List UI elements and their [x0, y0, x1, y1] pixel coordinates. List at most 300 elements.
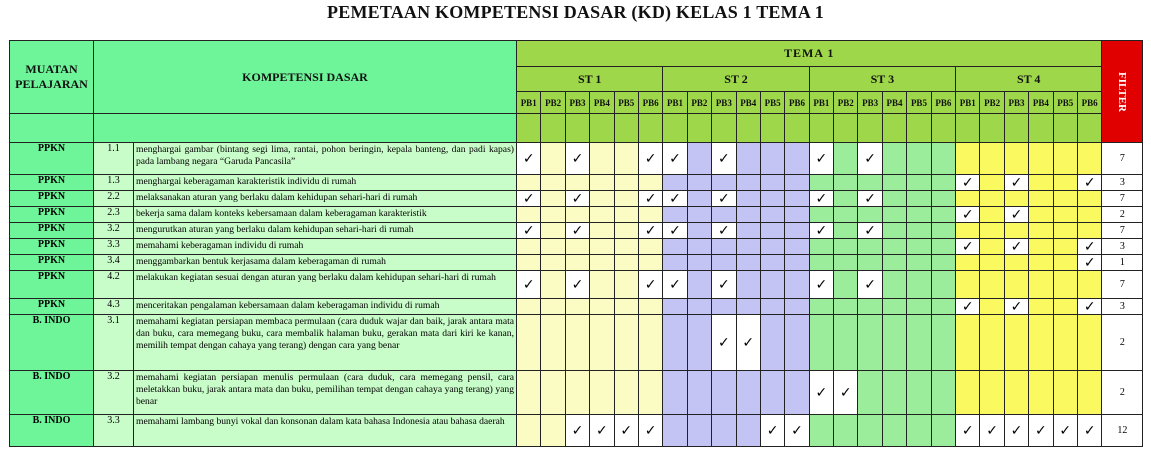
- empty-pb-cell[interactable]: [663, 415, 687, 447]
- empty-pb-cell[interactable]: [809, 315, 833, 371]
- empty-pb-cell[interactable]: [663, 315, 687, 371]
- empty-pb-cell[interactable]: [736, 223, 760, 239]
- empty-pb-cell[interactable]: [956, 255, 980, 271]
- empty-pb-cell[interactable]: [956, 223, 980, 239]
- empty-pb-cell[interactable]: [614, 207, 638, 223]
- empty-pb-cell[interactable]: [907, 191, 931, 207]
- empty-pb-cell[interactable]: [834, 207, 858, 223]
- pb-header: PB1: [517, 92, 541, 114]
- empty-pb-cell[interactable]: [517, 315, 541, 371]
- empty-pb-cell[interactable]: [931, 175, 955, 191]
- check-mark[interactable]: ✓: [858, 191, 882, 207]
- empty-pb-cell[interactable]: [785, 191, 809, 207]
- check-mark[interactable]: ✓: [809, 191, 833, 207]
- empty-pb-cell[interactable]: [882, 239, 906, 255]
- empty-pb-cell[interactable]: [1029, 191, 1053, 207]
- empty-pb-cell[interactable]: [980, 255, 1004, 271]
- check-mark[interactable]: ✓: [809, 143, 833, 175]
- empty-pb-cell[interactable]: [565, 315, 589, 371]
- empty-pb-cell[interactable]: [980, 371, 1004, 415]
- empty-pb-cell[interactable]: [638, 255, 662, 271]
- check-mark[interactable]: ✓: [1004, 175, 1028, 191]
- empty-pb-cell[interactable]: [760, 223, 784, 239]
- empty-pb-cell[interactable]: [590, 239, 614, 255]
- blank-lime-cell: [1004, 114, 1028, 143]
- check-mark[interactable]: ✓: [809, 223, 833, 239]
- check-mark[interactable]: ✓: [858, 271, 882, 299]
- empty-pb-cell[interactable]: [1029, 255, 1053, 271]
- check-mark[interactable]: ✓: [1077, 415, 1101, 447]
- empty-pb-cell[interactable]: [736, 207, 760, 223]
- empty-pb-cell[interactable]: [1077, 371, 1101, 415]
- empty-pb-cell[interactable]: [785, 239, 809, 255]
- empty-pb-cell[interactable]: [736, 143, 760, 175]
- check-mark[interactable]: ✓: [712, 143, 736, 175]
- empty-pb-cell[interactable]: [712, 239, 736, 255]
- empty-pb-cell[interactable]: [980, 299, 1004, 315]
- kd-number-cell: 1.1: [94, 143, 134, 175]
- empty-pb-cell[interactable]: [858, 315, 882, 371]
- check-mark[interactable]: ✓: [760, 415, 784, 447]
- check-mark[interactable]: ✓: [956, 239, 980, 255]
- empty-pb-cell[interactable]: [956, 271, 980, 299]
- empty-pb-cell[interactable]: [809, 175, 833, 191]
- empty-pb-cell[interactable]: [931, 207, 955, 223]
- check-mark[interactable]: ✓: [956, 207, 980, 223]
- empty-pb-cell[interactable]: [882, 223, 906, 239]
- empty-pb-cell[interactable]: [565, 299, 589, 315]
- empty-pb-cell[interactable]: [882, 371, 906, 415]
- empty-pb-cell[interactable]: [882, 175, 906, 191]
- check-mark[interactable]: ✓: [638, 415, 662, 447]
- check-mark[interactable]: ✓: [1004, 299, 1028, 315]
- empty-pb-cell[interactable]: [760, 371, 784, 415]
- empty-pb-cell[interactable]: [931, 299, 955, 315]
- empty-pb-cell[interactable]: [541, 223, 565, 239]
- subject-cell: B. INDO: [10, 371, 94, 415]
- empty-pb-cell[interactable]: [858, 415, 882, 447]
- empty-pb-cell[interactable]: [541, 255, 565, 271]
- empty-pb-cell[interactable]: [858, 255, 882, 271]
- check-mark[interactable]: ✓: [517, 223, 541, 239]
- empty-pb-cell[interactable]: [638, 175, 662, 191]
- empty-pb-cell[interactable]: [931, 271, 955, 299]
- check-mark[interactable]: ✓: [956, 175, 980, 191]
- empty-pb-cell[interactable]: [760, 143, 784, 175]
- empty-pb-cell[interactable]: [736, 255, 760, 271]
- empty-pb-cell[interactable]: [907, 207, 931, 223]
- empty-pb-cell[interactable]: [614, 191, 638, 207]
- empty-pb-cell[interactable]: [687, 175, 711, 191]
- empty-pb-cell[interactable]: [1077, 271, 1101, 299]
- empty-pb-cell[interactable]: [541, 315, 565, 371]
- blank-lime-cell: [663, 114, 687, 143]
- empty-pb-cell[interactable]: [614, 371, 638, 415]
- empty-pb-cell[interactable]: [1004, 143, 1028, 175]
- check-mark[interactable]: ✓: [663, 271, 687, 299]
- empty-pb-cell[interactable]: [1029, 175, 1053, 191]
- empty-pb-cell[interactable]: [614, 299, 638, 315]
- empty-pb-cell[interactable]: [1029, 315, 1053, 371]
- empty-pb-cell[interactable]: [517, 175, 541, 191]
- kd-description-cell: menghargai gambar (bintang segi lima, rantai, pohon beringin, kepala banteng, dan padi kapas) pada lambang negara “Garuda Pancasila”: [134, 143, 517, 175]
- empty-pb-cell[interactable]: [907, 299, 931, 315]
- empty-pb-cell[interactable]: [980, 239, 1004, 255]
- empty-pb-cell[interactable]: [760, 271, 784, 299]
- empty-pb-cell[interactable]: [1029, 223, 1053, 239]
- empty-pb-cell[interactable]: [614, 239, 638, 255]
- empty-pb-cell[interactable]: [1004, 191, 1028, 207]
- empty-pb-cell[interactable]: [687, 415, 711, 447]
- empty-pb-cell[interactable]: [541, 299, 565, 315]
- empty-pb-cell[interactable]: [980, 175, 1004, 191]
- kd-description-cell: memahami kegiatan persiapan membaca permulaan (cara duduk wajar dan baik, jarak antara mata dan buku, cara memegang buku, cara membalik halaman buku, gerakan mata dari kiri ke kanan, memilih tempat dengan cahaya yang terang) dengan cara yang benar: [134, 315, 517, 371]
- empty-pb-cell[interactable]: [760, 315, 784, 371]
- check-mark[interactable]: ✓: [1077, 299, 1101, 315]
- empty-pb-cell[interactable]: [907, 371, 931, 415]
- empty-pb-cell[interactable]: [760, 255, 784, 271]
- empty-pb-cell[interactable]: [687, 299, 711, 315]
- check-mark[interactable]: ✓: [638, 271, 662, 299]
- empty-pb-cell[interactable]: [907, 223, 931, 239]
- empty-pb-cell[interactable]: [736, 299, 760, 315]
- empty-pb-cell[interactable]: [809, 415, 833, 447]
- empty-pb-cell[interactable]: [785, 143, 809, 175]
- empty-pb-cell[interactable]: [614, 223, 638, 239]
- empty-pb-cell[interactable]: [541, 415, 565, 447]
- empty-pb-cell[interactable]: [785, 315, 809, 371]
- empty-pb-cell[interactable]: [638, 207, 662, 223]
- empty-pb-cell[interactable]: [541, 371, 565, 415]
- empty-pb-cell[interactable]: [858, 175, 882, 191]
- empty-pb-cell[interactable]: [590, 299, 614, 315]
- empty-pb-cell[interactable]: [687, 271, 711, 299]
- check-mark[interactable]: ✓: [712, 271, 736, 299]
- empty-pb-cell[interactable]: [590, 223, 614, 239]
- check-mark[interactable]: ✓: [1077, 255, 1101, 271]
- empty-pb-cell[interactable]: [834, 415, 858, 447]
- empty-pb-cell[interactable]: [517, 239, 541, 255]
- check-mark[interactable]: ✓: [517, 143, 541, 175]
- empty-pb-cell[interactable]: [1029, 239, 1053, 255]
- empty-pb-cell[interactable]: [809, 299, 833, 315]
- empty-pb-cell[interactable]: [565, 371, 589, 415]
- empty-pb-cell[interactable]: [614, 271, 638, 299]
- empty-pb-cell[interactable]: [663, 175, 687, 191]
- check-mark[interactable]: ✓: [638, 223, 662, 239]
- check-mark[interactable]: ✓: [663, 223, 687, 239]
- empty-pb-cell[interactable]: [541, 191, 565, 207]
- empty-pb-cell[interactable]: [1077, 223, 1101, 239]
- empty-pb-cell[interactable]: [663, 255, 687, 271]
- empty-pb-cell[interactable]: [858, 239, 882, 255]
- empty-pb-cell[interactable]: [638, 315, 662, 371]
- empty-pb-cell[interactable]: [687, 239, 711, 255]
- check-mark[interactable]: ✓: [565, 271, 589, 299]
- empty-pb-cell[interactable]: [1077, 143, 1101, 175]
- empty-pb-cell[interactable]: [785, 223, 809, 239]
- check-mark[interactable]: ✓: [1077, 239, 1101, 255]
- empty-pb-cell[interactable]: [687, 223, 711, 239]
- check-mark[interactable]: ✓: [1053, 415, 1077, 447]
- check-mark[interactable]: ✓: [663, 191, 687, 207]
- empty-pb-cell[interactable]: [907, 143, 931, 175]
- empty-pb-cell[interactable]: [517, 371, 541, 415]
- empty-pb-cell[interactable]: [1053, 371, 1077, 415]
- check-mark[interactable]: ✓: [956, 415, 980, 447]
- empty-pb-cell[interactable]: [931, 143, 955, 175]
- empty-pb-cell[interactable]: [882, 207, 906, 223]
- empty-pb-cell[interactable]: [638, 239, 662, 255]
- empty-pb-cell[interactable]: [541, 207, 565, 223]
- empty-pb-cell[interactable]: [834, 191, 858, 207]
- check-mark[interactable]: ✓: [858, 223, 882, 239]
- empty-pb-cell[interactable]: [736, 239, 760, 255]
- empty-pb-cell[interactable]: [785, 371, 809, 415]
- empty-pb-cell[interactable]: [785, 299, 809, 315]
- empty-pb-cell[interactable]: [1029, 143, 1053, 175]
- empty-pb-cell[interactable]: [590, 175, 614, 191]
- empty-pb-cell[interactable]: [1029, 271, 1053, 299]
- filter-header[interactable]: [1102, 41, 1143, 143]
- empty-pb-cell[interactable]: [663, 299, 687, 315]
- empty-pb-cell[interactable]: [931, 223, 955, 239]
- check-mark[interactable]: ✓: [712, 191, 736, 207]
- empty-pb-cell[interactable]: [931, 255, 955, 271]
- empty-pb-cell[interactable]: [980, 223, 1004, 239]
- empty-pb-cell[interactable]: [931, 371, 955, 415]
- empty-pb-cell[interactable]: [590, 315, 614, 371]
- empty-pb-cell[interactable]: [956, 315, 980, 371]
- check-mark[interactable]: ✓: [1029, 415, 1053, 447]
- check-mark[interactable]: ✓: [638, 191, 662, 207]
- empty-pb-cell[interactable]: [663, 207, 687, 223]
- empty-pb-cell[interactable]: [663, 371, 687, 415]
- check-mark[interactable]: ✓: [565, 191, 589, 207]
- empty-pb-cell[interactable]: [834, 175, 858, 191]
- empty-pb-cell[interactable]: [1053, 239, 1077, 255]
- check-mark[interactable]: ✓: [663, 143, 687, 175]
- empty-pb-cell[interactable]: [712, 175, 736, 191]
- check-mark[interactable]: ✓: [809, 271, 833, 299]
- empty-pb-cell[interactable]: [858, 207, 882, 223]
- empty-pb-cell[interactable]: [1004, 271, 1028, 299]
- check-mark[interactable]: ✓: [712, 315, 736, 371]
- empty-pb-cell[interactable]: [1053, 255, 1077, 271]
- empty-pb-cell[interactable]: [1053, 207, 1077, 223]
- empty-pb-cell[interactable]: [931, 239, 955, 255]
- check-mark[interactable]: ✓: [565, 223, 589, 239]
- empty-pb-cell[interactable]: [565, 255, 589, 271]
- empty-pb-cell[interactable]: [834, 315, 858, 371]
- check-mark[interactable]: ✓: [736, 315, 760, 371]
- empty-pb-cell[interactable]: [1004, 255, 1028, 271]
- empty-pb-cell[interactable]: [687, 191, 711, 207]
- empty-pb-cell[interactable]: [517, 255, 541, 271]
- empty-pb-cell[interactable]: [882, 191, 906, 207]
- empty-pb-cell[interactable]: [590, 207, 614, 223]
- empty-pb-cell[interactable]: [736, 175, 760, 191]
- empty-pb-cell[interactable]: [614, 315, 638, 371]
- empty-pb-cell[interactable]: [882, 315, 906, 371]
- empty-pb-cell[interactable]: [517, 299, 541, 315]
- empty-pb-cell[interactable]: [1053, 315, 1077, 371]
- kd-description-cell: memahami lambang bunyi vokal dan konsonan dalam kata bahasa Indonesia atau bahasa daerah: [134, 415, 517, 447]
- empty-pb-cell[interactable]: [590, 271, 614, 299]
- empty-pb-cell[interactable]: [712, 255, 736, 271]
- check-mark[interactable]: ✓: [565, 143, 589, 175]
- empty-pb-cell[interactable]: [1004, 315, 1028, 371]
- blank-lime-cell: [614, 114, 638, 143]
- empty-pb-cell[interactable]: [712, 207, 736, 223]
- empty-pb-cell[interactable]: [1053, 191, 1077, 207]
- empty-pb-cell[interactable]: [907, 175, 931, 191]
- empty-pb-cell[interactable]: [858, 371, 882, 415]
- empty-pb-cell[interactable]: [834, 223, 858, 239]
- empty-pb-cell[interactable]: [687, 207, 711, 223]
- empty-pb-cell[interactable]: [736, 191, 760, 207]
- subject-cell: PPKN: [10, 143, 94, 175]
- empty-pb-cell[interactable]: [1077, 191, 1101, 207]
- empty-pb-cell[interactable]: [760, 175, 784, 191]
- empty-pb-cell[interactable]: [882, 143, 906, 175]
- empty-pb-cell[interactable]: [517, 415, 541, 447]
- empty-pb-cell[interactable]: [882, 255, 906, 271]
- empty-pb-cell[interactable]: [956, 191, 980, 207]
- check-mark[interactable]: ✓: [517, 191, 541, 207]
- empty-pb-cell[interactable]: [980, 143, 1004, 175]
- check-mark[interactable]: ✓: [1004, 415, 1028, 447]
- empty-pb-cell[interactable]: [760, 207, 784, 223]
- empty-pb-cell[interactable]: [882, 271, 906, 299]
- empty-pb-cell[interactable]: [736, 415, 760, 447]
- check-mark[interactable]: ✓: [517, 271, 541, 299]
- empty-pb-cell[interactable]: [809, 207, 833, 223]
- check-mark[interactable]: ✓: [980, 415, 1004, 447]
- empty-pb-cell[interactable]: [907, 271, 931, 299]
- empty-pb-cell[interactable]: [736, 271, 760, 299]
- empty-pb-cell[interactable]: [882, 415, 906, 447]
- empty-pb-cell[interactable]: [687, 255, 711, 271]
- empty-pb-cell[interactable]: [1004, 223, 1028, 239]
- check-mark[interactable]: ✓: [956, 299, 980, 315]
- empty-pb-cell[interactable]: [907, 315, 931, 371]
- empty-pb-cell[interactable]: [931, 191, 955, 207]
- empty-pb-cell[interactable]: [760, 191, 784, 207]
- empty-pb-cell[interactable]: [638, 299, 662, 315]
- empty-pb-cell[interactable]: [541, 239, 565, 255]
- empty-pb-cell[interactable]: [1053, 223, 1077, 239]
- check-mark[interactable]: ✓: [785, 415, 809, 447]
- empty-pb-cell[interactable]: [834, 255, 858, 271]
- empty-pb-cell[interactable]: [638, 371, 662, 415]
- empty-pb-cell[interactable]: [1053, 271, 1077, 299]
- empty-pb-cell[interactable]: [1053, 175, 1077, 191]
- empty-pb-cell[interactable]: [834, 299, 858, 315]
- empty-pb-cell[interactable]: [907, 415, 931, 447]
- kd-description-cell: menghargai keberagaman karakteristik individu di rumah: [134, 175, 517, 191]
- empty-pb-cell[interactable]: [907, 239, 931, 255]
- check-mark[interactable]: ✓: [1077, 175, 1101, 191]
- empty-pb-cell[interactable]: [980, 191, 1004, 207]
- empty-pb-cell[interactable]: [834, 143, 858, 175]
- empty-pb-cell[interactable]: [834, 271, 858, 299]
- empty-pb-cell[interactable]: [882, 299, 906, 315]
- empty-pb-cell[interactable]: [931, 315, 955, 371]
- check-mark[interactable]: ✓: [834, 371, 858, 415]
- empty-pb-cell[interactable]: [614, 143, 638, 175]
- empty-pb-cell[interactable]: [712, 299, 736, 315]
- empty-pb-cell[interactable]: [541, 271, 565, 299]
- empty-pb-cell[interactable]: [858, 299, 882, 315]
- empty-pb-cell[interactable]: [736, 371, 760, 415]
- empty-pb-cell[interactable]: [614, 175, 638, 191]
- empty-pb-cell[interactable]: [590, 191, 614, 207]
- check-mark[interactable]: ✓: [590, 415, 614, 447]
- empty-pb-cell[interactable]: [1053, 299, 1077, 315]
- empty-pb-cell[interactable]: [980, 207, 1004, 223]
- empty-pb-cell[interactable]: [663, 239, 687, 255]
- empty-pb-cell[interactable]: [785, 255, 809, 271]
- empty-pb-cell[interactable]: [614, 255, 638, 271]
- empty-pb-cell[interactable]: [785, 271, 809, 299]
- empty-pb-cell[interactable]: [1029, 299, 1053, 315]
- empty-pb-cell[interactable]: [1029, 207, 1053, 223]
- empty-pb-cell[interactable]: [1077, 207, 1101, 223]
- empty-pb-cell[interactable]: [590, 371, 614, 415]
- empty-pb-cell[interactable]: [565, 239, 589, 255]
- empty-pb-cell[interactable]: [785, 175, 809, 191]
- empty-pb-cell[interactable]: [565, 207, 589, 223]
- check-mark[interactable]: ✓: [1004, 239, 1028, 255]
- empty-pb-cell[interactable]: [785, 207, 809, 223]
- check-mark[interactable]: ✓: [858, 143, 882, 175]
- check-mark[interactable]: ✓: [638, 143, 662, 175]
- empty-pb-cell[interactable]: [541, 175, 565, 191]
- check-mark[interactable]: ✓: [614, 415, 638, 447]
- empty-pb-cell[interactable]: [541, 143, 565, 175]
- check-mark[interactable]: ✓: [809, 371, 833, 415]
- empty-pb-cell[interactable]: [931, 415, 955, 447]
- empty-pb-cell[interactable]: [1029, 371, 1053, 415]
- empty-pb-cell[interactable]: [809, 239, 833, 255]
- check-mark[interactable]: ✓: [1004, 207, 1028, 223]
- empty-pb-cell[interactable]: [809, 255, 833, 271]
- empty-pb-cell[interactable]: [956, 371, 980, 415]
- empty-pb-cell[interactable]: [1053, 143, 1077, 175]
- empty-pb-cell[interactable]: [517, 207, 541, 223]
- empty-pb-cell[interactable]: [980, 271, 1004, 299]
- empty-pb-cell[interactable]: [687, 143, 711, 175]
- empty-pb-cell[interactable]: [980, 315, 1004, 371]
- empty-pb-cell[interactable]: [1077, 315, 1101, 371]
- empty-pb-cell[interactable]: [712, 415, 736, 447]
- empty-pb-cell[interactable]: [907, 255, 931, 271]
- check-mark[interactable]: ✓: [712, 223, 736, 239]
- empty-pb-cell[interactable]: [590, 143, 614, 175]
- empty-pb-cell[interactable]: [1004, 371, 1028, 415]
- empty-pb-cell[interactable]: [760, 299, 784, 315]
- empty-pb-cell[interactable]: [590, 255, 614, 271]
- empty-pb-cell[interactable]: [956, 143, 980, 175]
- empty-pb-cell[interactable]: [760, 239, 784, 255]
- check-mark[interactable]: ✓: [565, 415, 589, 447]
- empty-pb-cell[interactable]: [712, 371, 736, 415]
- empty-pb-cell[interactable]: [565, 175, 589, 191]
- empty-pb-cell[interactable]: [687, 315, 711, 371]
- empty-pb-cell[interactable]: [834, 239, 858, 255]
- empty-pb-cell[interactable]: [687, 371, 711, 415]
